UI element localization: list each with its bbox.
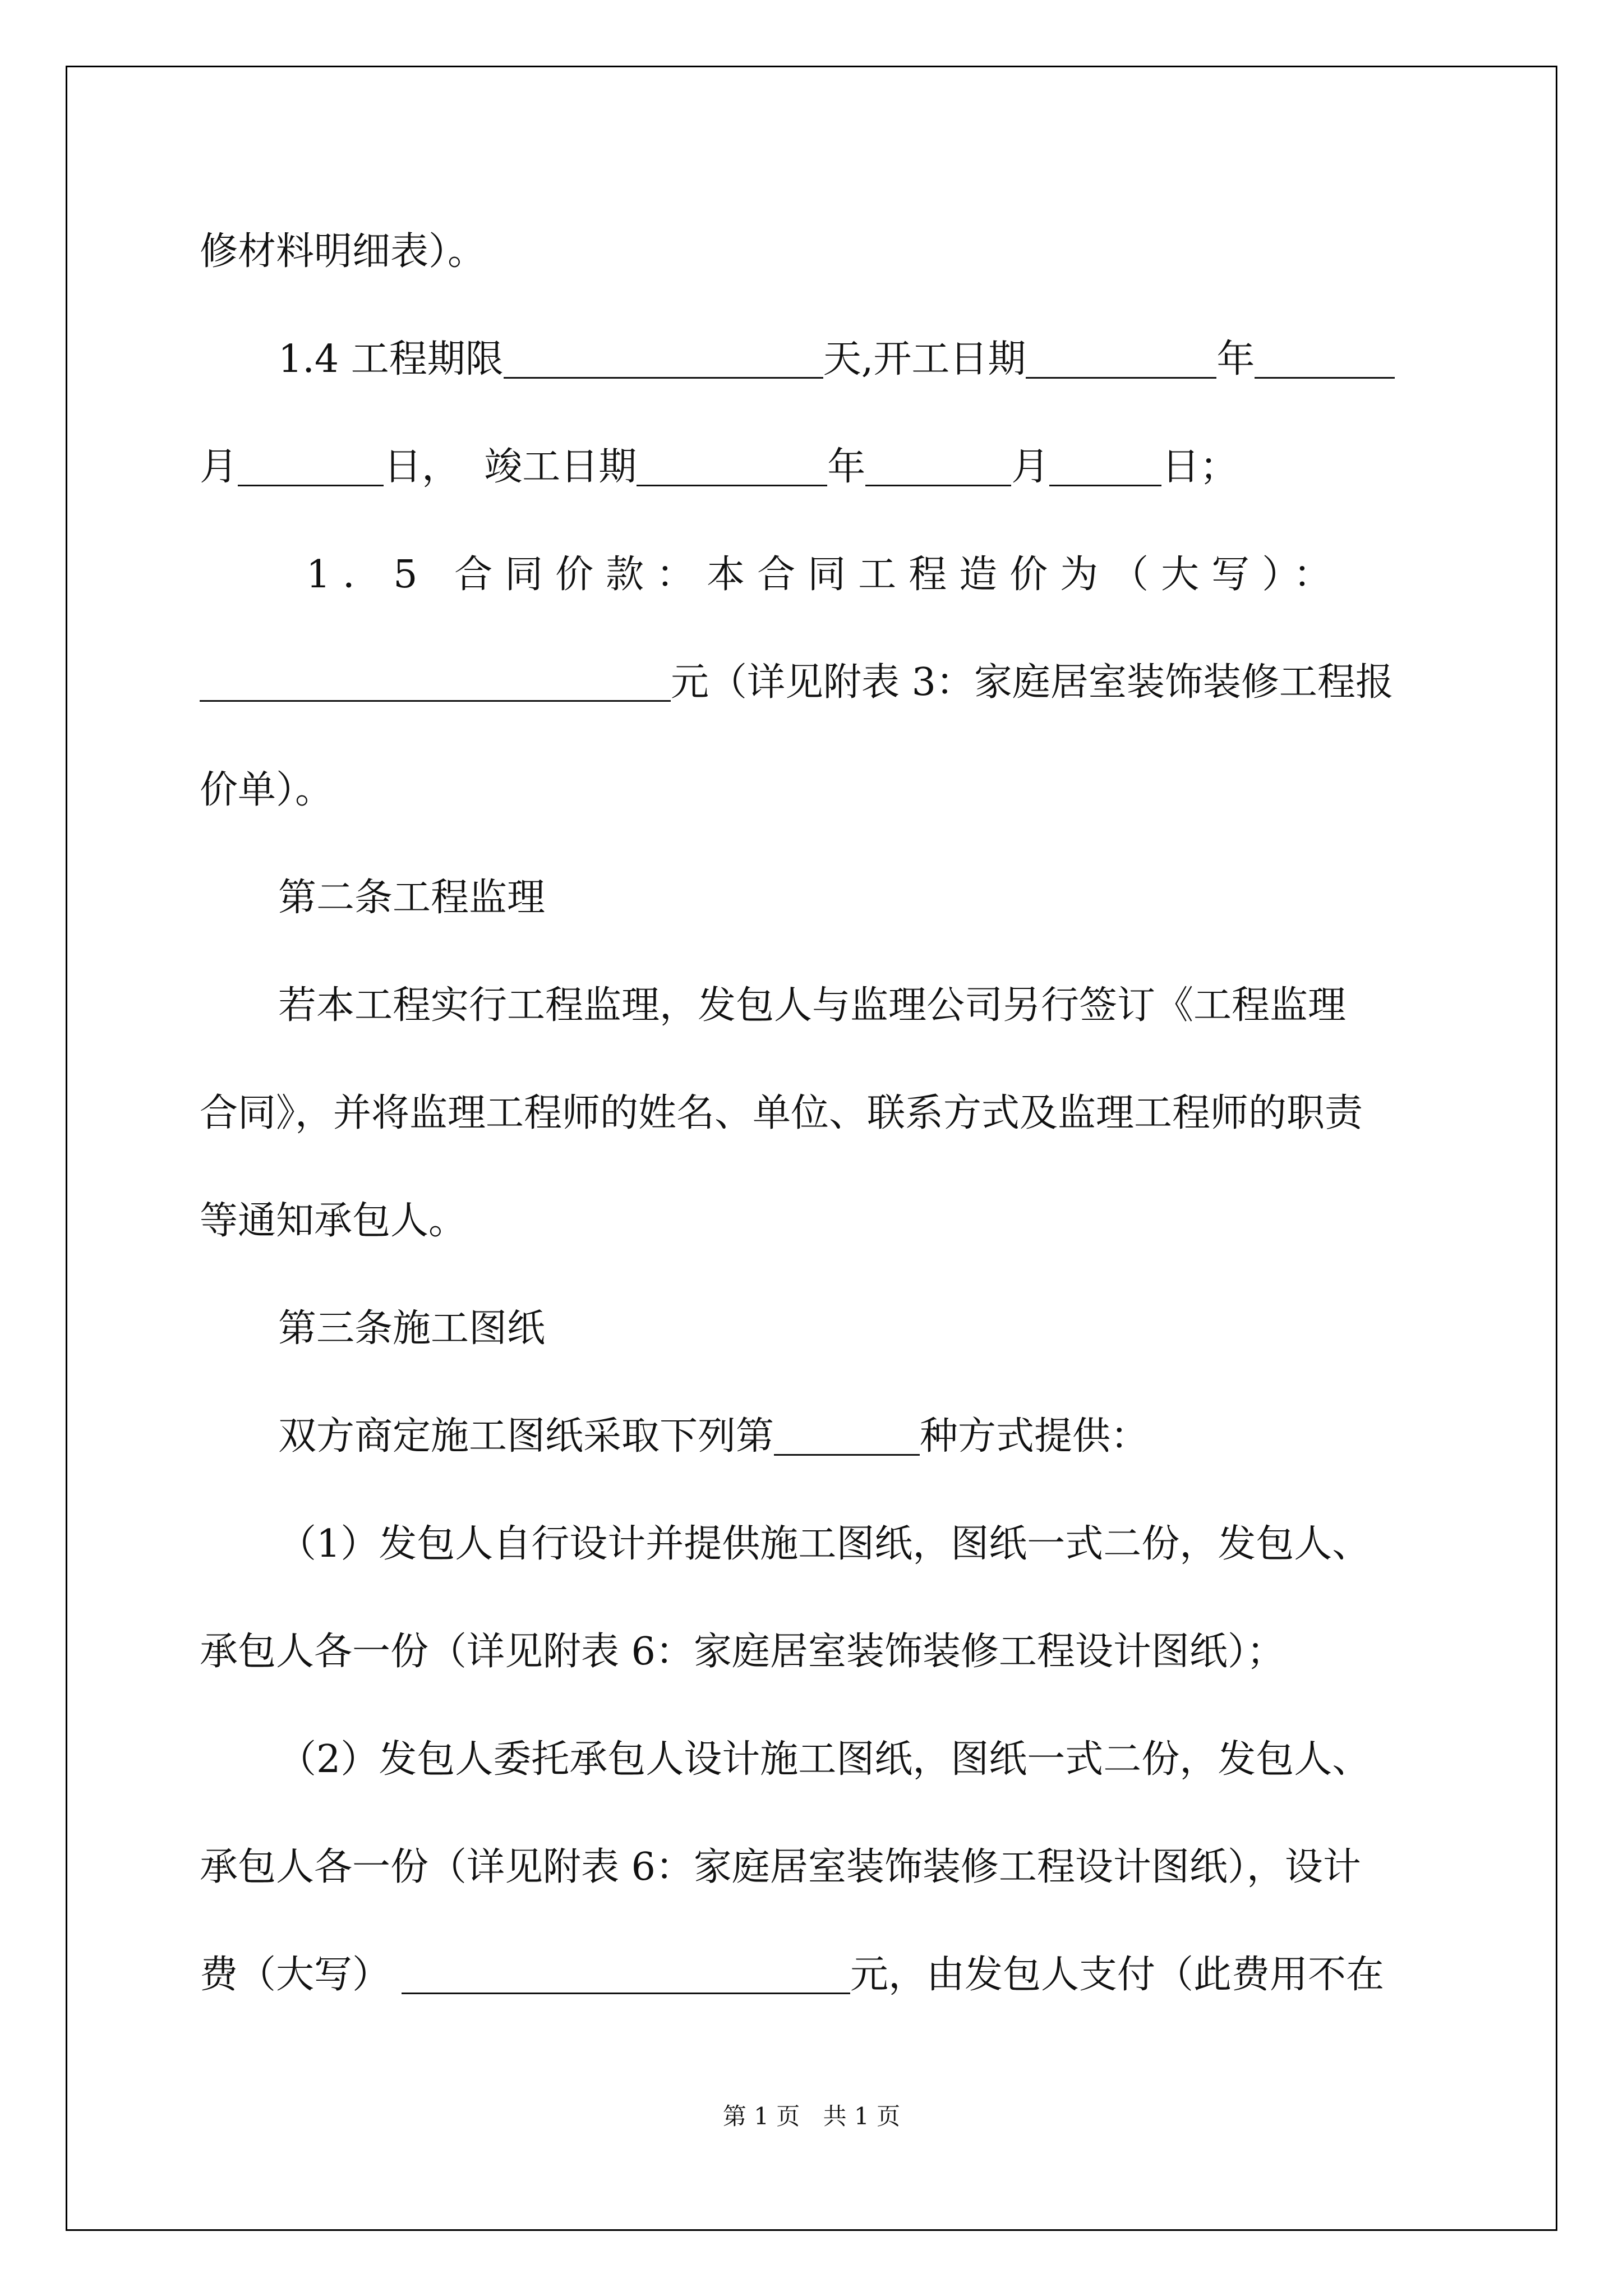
text-line-8: 若本工程实行工程监理，发包人与监理公司另行签订《工程监理 <box>278 983 1347 1028</box>
blank-end-month <box>865 440 1011 486</box>
section-heading-3: 第三条施工图纸 <box>278 1306 546 1351</box>
text-line-14: 承包人各一份（详见附表 6：家庭居室装饰装修工程设计图纸）； <box>200 1630 1285 1674</box>
text-line-4: 1．5 合同价款：本合同工程造价为（大写）： <box>306 553 1344 597</box>
blank-design-fee <box>402 1948 850 1994</box>
page-footer <box>0 2098 1623 2132</box>
text-line-12: 双方商定施工图纸采取下列第 种方式提供： <box>278 1406 1512 1467</box>
text-line-5: 元（详见附表 3：家庭居室装饰装修工程报 <box>200 652 1433 714</box>
blank-end-year <box>637 440 827 486</box>
text-line-1: 修材料明细表）。 <box>200 229 486 274</box>
section-heading-2: 第二条工程监理 <box>278 876 546 920</box>
blank-start-day <box>238 440 384 486</box>
page-border <box>66 66 1557 2231</box>
text-line-17: 费（大写） 元，由发包人支付（此费用不在 <box>200 1944 1433 2006</box>
blank-end-day <box>1049 440 1161 486</box>
blank-start-year <box>1026 332 1216 379</box>
text-line-2: 1.4 工程期限 天,开工日期 年 <box>278 329 1512 390</box>
text-line-6: 价单）。 <box>200 768 334 812</box>
text-line-16: 承包人各一份（详见附表 6：家庭居室装饰装修工程设计图纸），设计 <box>200 1845 1361 1889</box>
page-number: 第 1 页 <box>722 2102 800 2130</box>
blank-method <box>774 1409 920 1456</box>
text-line-15: （2）发包人委托承包人设计施工图纸，图纸一式二份，发包人、 <box>278 1737 1371 1782</box>
text-line-13: （1）发包人自行设计并提供施工图纸，图纸一式二份，发包人、 <box>278 1522 1371 1566</box>
blank-start-month <box>1255 332 1395 379</box>
text-line-9: 合同》，并将监理工程师的姓名、单位、联系方式及监理工程师的职责 <box>200 1091 1363 1135</box>
page-total: 共 1 页 <box>823 2102 901 2130</box>
blank-duration <box>504 332 823 379</box>
text-line-3: 月 日， 竣工日期 年 月 日； <box>200 436 1433 498</box>
blank-contract-price <box>200 655 671 702</box>
text-line-10: 等通知承包人。 <box>200 1199 467 1243</box>
